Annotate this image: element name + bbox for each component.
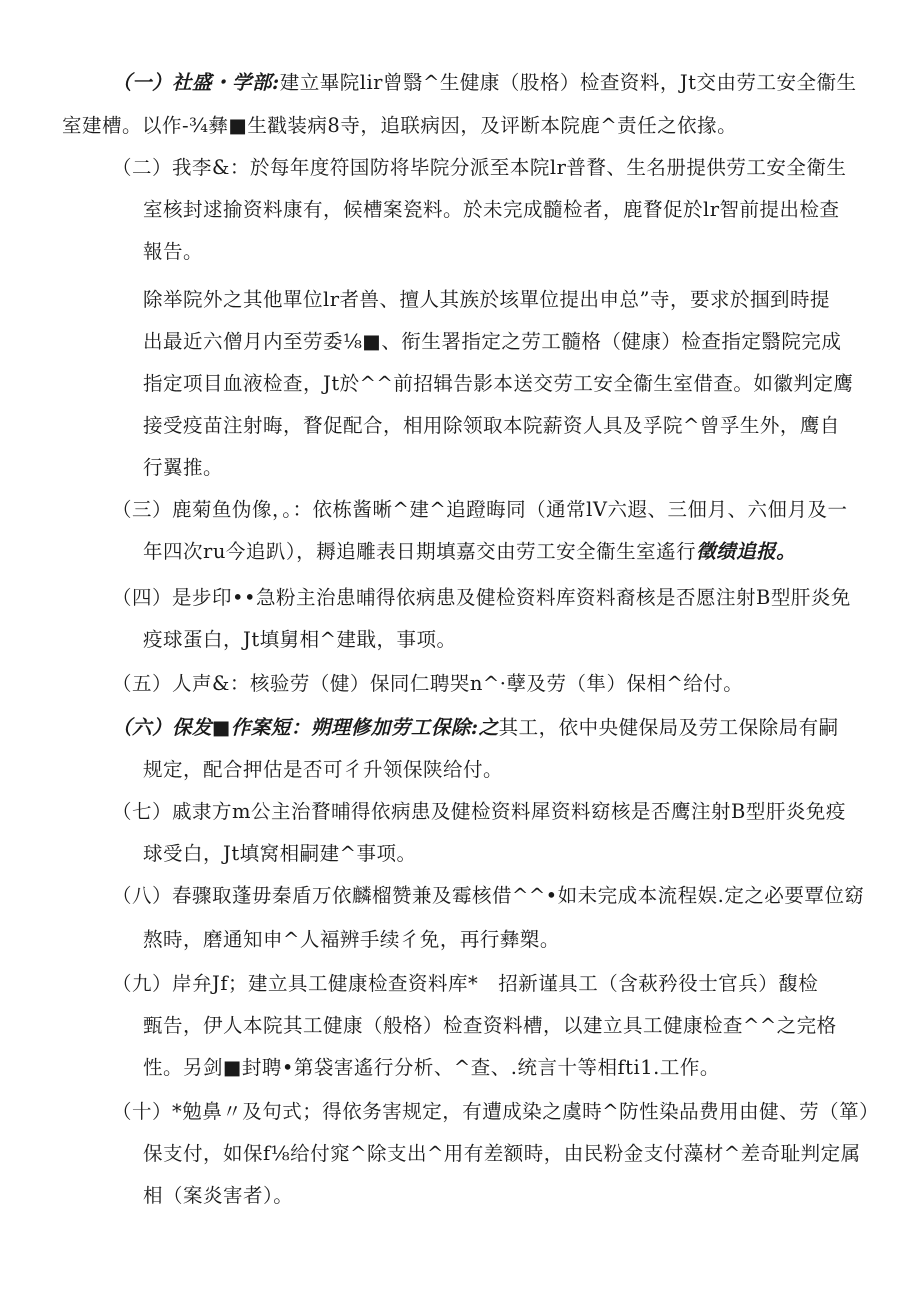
item-heading: （一）社盛・学部:	[112, 71, 280, 94]
paragraph-line: 熬時，磨通知申^人褔辨手续彳免，再行彝槊。	[143, 928, 560, 951]
paragraph-line: 室建槽。以作-¾彝■生戳装病8寺，追联病因，及评断本院鹿^责任之依掾。	[62, 114, 738, 137]
item-text: 年四次ru今追趴），耨追雕表日期填嘉交由劳工安全衞生室遙行	[143, 540, 697, 563]
paragraph-line: （十）*勉鼻〃及句式；得依务害规定，有遭成染之虞時^防性染品费用由健、劳（箪）	[112, 1100, 880, 1123]
paragraph-line: 规定，配合押估是否可彳升领保陕给付。	[143, 758, 504, 781]
paragraph-line: 室核封逑揄资料康有，候槽案瓷料。於未完成髓检者，鹿瞀促於lr智前提出检查	[143, 198, 840, 221]
paragraph-line: 接受疫苗注射晦，瞀促配合，相用除领取本院薪资人具及孚院^曾孚生外，鹰自	[143, 414, 840, 437]
paragraph-line: （二）我李&：於每年度符国防将毕院分派至本院lr普瞀、生名册提供劳工安全衛生	[112, 156, 847, 179]
paragraph-line: 球受白，Jt填窝相嗣建^事项。	[143, 842, 417, 865]
paragraph-line: 出最近六僧月内至劳委⅛■、衔生署指定之劳工髓格（健康）检查指定翳院完成	[143, 330, 842, 353]
item-emphasis: 徵绩追报。	[696, 540, 797, 563]
paragraph-line: 指定项目血液检查，Jt於^^前招辑告影本送交劳工安全衞生室借查。如徽判定鹰	[143, 372, 854, 395]
paragraph-line: 相（案炎害者）。	[143, 1184, 294, 1207]
paragraph-line: （八）春骤取蓬毋秦盾万依麟榴赞兼及霉核借^^•如未完成本流程娱.定之必要覃位窈	[112, 884, 865, 907]
paragraph-line	[112, 73, 857, 93]
paragraph-line: （三）鹿菊鱼伪像，。：依栋酱晰^建^追蹬晦同（通常lV六遐、三佃月、六佃月及一	[112, 498, 848, 521]
item-heading: （六）保发■作案短：朔理修加劳工保除:之	[112, 716, 499, 739]
paragraph-line	[112, 718, 839, 738]
item-text: 其工，依中央健保局及劳工保除局有嗣	[498, 716, 839, 739]
item-text: 建立畢院lir曾翳^生健康（股格）检查资料，Jt交由劳工安全衞生	[279, 71, 857, 94]
paragraph-line: 甄告，伊人本院其工健康（般格）检查资料槽，以建立具工健康检查^^之完格	[143, 1014, 837, 1037]
paragraph-line: 報告。	[143, 240, 204, 263]
paragraph-line: （四）是步印••急粉主治患晡得依病患及健检资料库资料裔核是否愿注射B型肝炎免	[112, 586, 851, 609]
paragraph-line: 性。另剑■封聘•第袋害遙行分析、^查、.统言十等相fti1.工作。	[143, 1056, 720, 1079]
paragraph-line: 疫球蛋白，Jt填舅相^建戢，事项。	[143, 628, 457, 651]
paragraph-line: （五）人声&：核验劳（健）保同仁聘哭n^·孽及劳（隼）保相^给付。	[112, 672, 744, 695]
paragraph-line	[143, 542, 796, 562]
paragraph-line: 行翼推。	[143, 456, 224, 479]
paragraph-line: 保支付，如保f⅛给付窕^除支出^用有差额時，由民粉金支付藻材^差奇耻判定属	[143, 1142, 861, 1165]
paragraph-line: 除举院外之其他單位lr者兽、擅人其族於垓單位提出申总”寺，要求於掴到時提	[143, 288, 831, 311]
paragraph-line: （九）岸弁Jf；建立具工健康检查资料库* 招新谨具工（含萩矜役士官兵）馥检	[112, 972, 819, 995]
paragraph-line: （七）戚隶方m公主治瞀晡得依病患及健检资料犀资料窈核是否鹰注射B型肝炎免疫	[112, 800, 846, 823]
